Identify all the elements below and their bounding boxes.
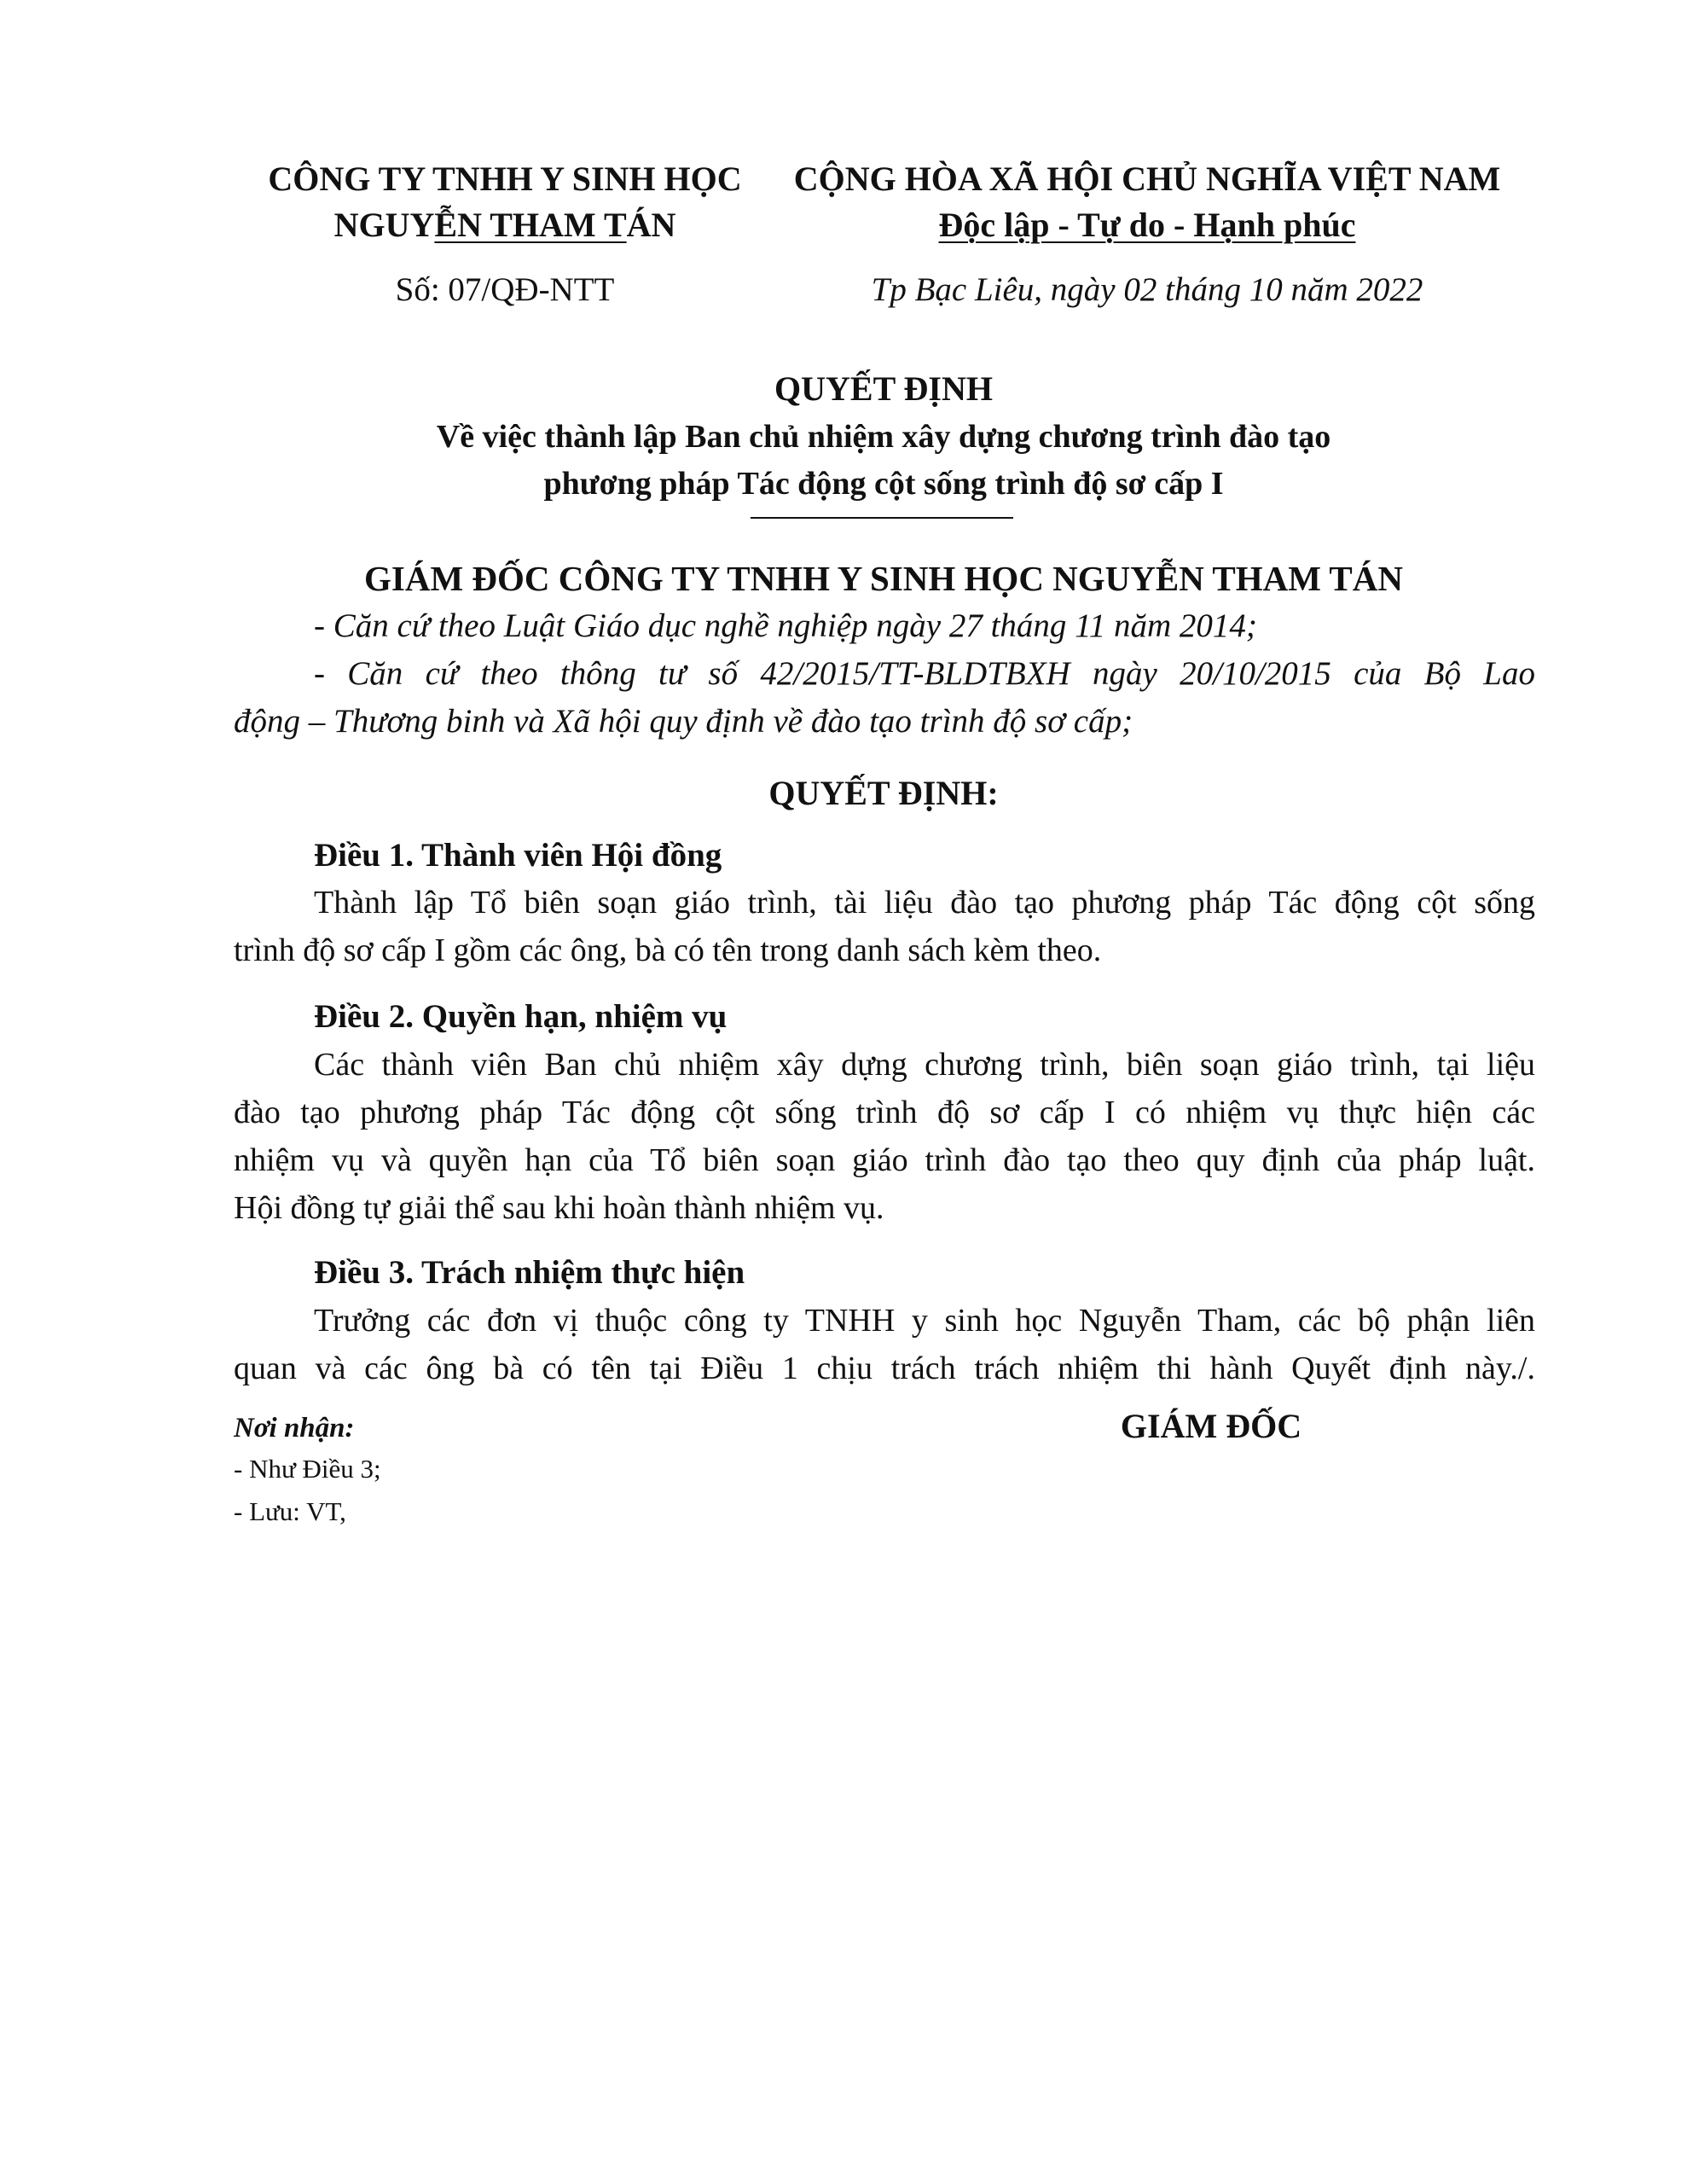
signer-title: GIÁM ĐỐC (1120, 1407, 1302, 1445)
article-2-line4: Hội đồng tự giải thể sau khi hoàn thành nhiệm vụ. (234, 1190, 884, 1226)
company-name-line1: CÔNG TY TNHH Y SINH HỌC (268, 160, 742, 198)
republic-name: CỘNG HÒA XÃ HỘI CHỦ NGHĨA VIỆT NAM (793, 160, 1501, 198)
article-2-line2: đào tạo phương pháp Tác động cột sống trình độ sơ cấp I có nhiệm vụ thực hiện các (234, 1095, 1535, 1130)
recipient-item-2: - Lưu: VT, (234, 1496, 346, 1526)
article-1-line2: trình độ sơ cấp I gồm các ông, bà có tên trong danh sách kèm theo. (234, 932, 1102, 968)
place-and-date: Tp Bạc Liêu, ngày 02 tháng 10 năm 2022 (871, 271, 1423, 308)
article-1-title: Điều 1. Thành viên Hội đồng (314, 837, 722, 874)
national-motto: Độc lập - Tự do - Hạnh phúc (938, 206, 1356, 244)
recipient-item-1: - Như Điều 3; (234, 1454, 381, 1484)
article-2-line1: Các thành viên Ban chủ nhiệm xây dựng chương trình, biên soạn giáo trình, tại liệu (314, 1047, 1535, 1083)
recipients-label: Nơi nhận: (234, 1413, 355, 1443)
basis-1: - Căn cứ theo Luật Giáo dục nghề nghiệp ngày 27 tháng 11 năm 2014; (314, 607, 1257, 644)
company-name-part2: ỄN THAM T (434, 206, 627, 244)
article-3-line1: Trưởng các đơn vị thuộc công ty TNHH y sinh học Nguyễn Tham, các bộ phận liên (314, 1303, 1535, 1339)
basis-2: - Căn cứ theo thông tư số 42/2015/TT-BLDTBXH ngày 20/10/2015 của Bộ Lao (314, 655, 1535, 692)
company-name-part3: ÁN (626, 206, 676, 244)
document-number: Số: 07/QĐ-NTT (395, 271, 615, 308)
article-1-line1: Thành lập Tổ biên soạn giáo trình, tài liệu đào tạo phương pháp Tác động cột sống (314, 885, 1535, 921)
company-name-line2 (334, 205, 676, 246)
issuing-authority: GIÁM ĐỐC CÔNG TY TNHH Y SINH HỌC NGUYỄN THAM TÁN (364, 559, 1403, 598)
decision-subject-line2: phương pháp Tác động cột sống trình độ sơ cấp I (543, 466, 1224, 502)
article-3-line2: quan và các ông bà có tên tại Điều 1 chịu trách trách nhiệm thi hành Quyết định này./. (234, 1350, 1535, 1386)
basis-2-continued: động – Thương binh và Xã hội quy định về đào tạo trình độ sơ cấp; (234, 703, 1133, 740)
article-2-title: Điều 2. Quyền hạn, nhiệm vụ (314, 998, 728, 1035)
decision-subject-line1: Về việc thành lập Ban chủ nhiệm xây dựng chương trình đào tạo (436, 419, 1331, 455)
article-2-line3: nhiệm vụ và quyền hạn của Tổ biên soạn giáo trình đào tạo theo quy định của pháp luật. (234, 1142, 1535, 1178)
company-name-part1: NGUY (333, 206, 435, 244)
decision-heading: QUYẾT ĐỊNH: (768, 774, 999, 812)
title-divider (751, 517, 1013, 519)
decision-title: QUYẾT ĐỊNH (774, 369, 993, 408)
article-3-title: Điều 3. Trách nhiệm thực hiện (314, 1254, 745, 1291)
